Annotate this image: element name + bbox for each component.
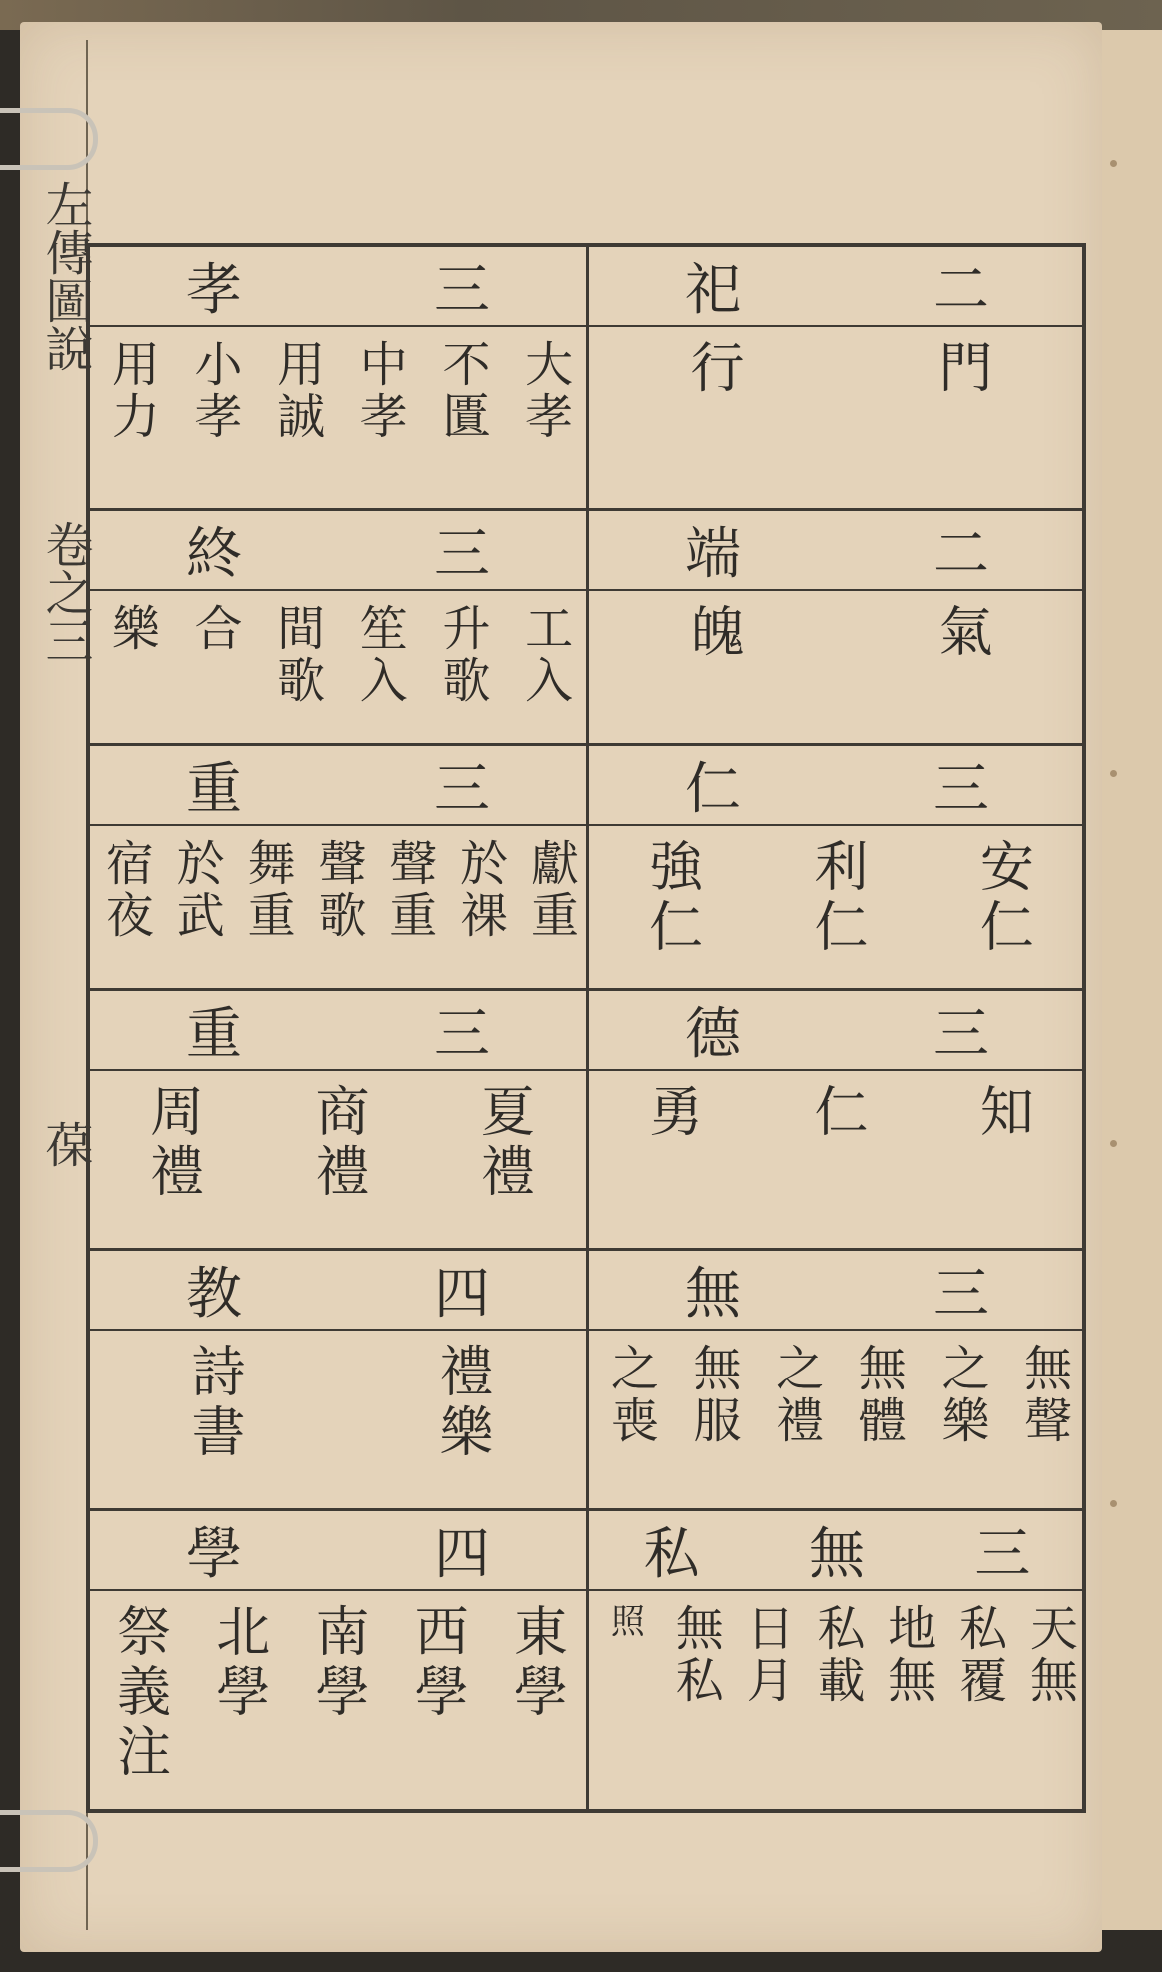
entry-text: 無體 [850,1343,907,1448]
heading-character: 端 [685,522,741,588]
entry-text: 之喪 [602,1343,659,1448]
next-page-edge [1098,30,1162,1930]
entry-text: 宿夜 [97,838,154,943]
entry-text: 之樂 [932,1343,989,1448]
table-cell [589,1251,1085,1511]
heading-character: 二 [933,522,989,588]
entry-text: 用力 [103,339,160,443]
cell-heading [90,746,586,826]
entry-text: 樂 [103,603,160,656]
heading-character: 無 [808,1522,865,1588]
cell-entries [90,591,586,743]
entry-text: 強仁 [640,838,704,959]
cell-entries [589,1071,1085,1248]
heading-character: 仁 [685,757,741,823]
heading-character: 德 [685,1001,741,1067]
binding-hole [1110,770,1117,777]
entry-text: 地無 [879,1603,936,1708]
entry-text: 聲歌 [309,838,366,943]
entry-text: 日月 [738,1603,795,1708]
entry-text: 祭義注 [108,1603,172,1784]
entry-text: 仁 [805,1082,869,1143]
entry-text: 舞重 [239,838,296,943]
entry-text: 照 [604,1603,645,1640]
heading-character: 祀 [685,258,741,323]
table-cell [589,247,1085,511]
heading-character: 終 [186,522,242,588]
table-cell [589,991,1085,1251]
heading-character: 私 [643,1522,700,1588]
entry-text: 周禮 [141,1082,205,1203]
entry-text: 無私 [667,1603,724,1708]
entry-text: 天無 [1021,1603,1078,1708]
table-cell [90,746,586,991]
heading-character: 三 [434,1001,490,1067]
classification-table [86,243,1086,1813]
heading-character: 三 [974,1522,1031,1588]
entry-text: 南學 [306,1603,370,1724]
heading-character: 四 [434,1262,490,1328]
entry-text: 不匱 [433,339,490,443]
entry-text: 魄 [682,603,745,664]
heading-character: 孝 [186,258,242,323]
cell-entries [589,826,1085,988]
spine-volume: 卷之三 [37,520,93,664]
entry-text: 獻重 [522,838,579,943]
cell-entries [589,591,1085,743]
entry-text: 中孝 [351,339,408,443]
heading-character: 四 [434,1522,490,1588]
entry-text: 夏禮 [472,1082,536,1203]
entry-text: 升歌 [433,603,490,708]
cell-entries [589,327,1085,508]
entry-text: 大孝 [516,339,573,443]
entry-text: 利仁 [805,838,869,959]
heading-character: 三 [933,1001,989,1067]
entry-text: 私覆 [950,1603,1007,1708]
entry-text: 間歌 [268,603,325,708]
binding-hole [1110,1500,1117,1507]
entry-text: 商禮 [306,1082,370,1203]
table-cell [90,1251,586,1511]
entry-text: 於武 [168,838,225,943]
table-cell [589,511,1085,746]
entry-text: 無服 [684,1343,741,1448]
heading-character: 教 [186,1262,242,1328]
cell-heading [90,511,586,591]
spine-mark: 葆 [37,1120,93,1168]
cell-heading [90,991,586,1071]
entry-text: 合 [185,603,242,656]
table-cell [589,1511,1085,1809]
entry-text: 小孝 [185,339,242,443]
table-right-column [586,247,1085,1809]
entry-text: 安仁 [971,838,1035,959]
binder-clip-bottom [0,1810,98,1872]
cell-entries [90,826,586,988]
entry-text: 行 [682,339,745,399]
entry-text: 門 [930,339,993,399]
heading-character: 重 [186,1001,242,1067]
heading-character: 學 [186,1522,242,1588]
entry-text: 用誠 [268,339,325,443]
entry-text: 聲重 [380,838,437,943]
heading-character: 三 [933,757,989,823]
entry-text: 禮樂 [431,1343,494,1464]
binding-hole [1110,1140,1117,1147]
table-cell [589,746,1085,991]
cell-heading [90,1251,586,1331]
entry-text: 於祼 [451,838,508,943]
cell-heading [589,1251,1085,1331]
heading-character: 三 [434,757,490,823]
heading-character: 重 [186,757,242,823]
cell-heading [589,1511,1085,1591]
cell-entries [90,1071,586,1248]
cell-entries [90,327,586,508]
cell-heading [589,746,1085,826]
entry-text: 西學 [406,1603,470,1724]
cell-heading [589,991,1085,1071]
table-left-column [90,247,586,1809]
entry-text: 北學 [207,1603,271,1724]
cell-entries [589,1591,1085,1809]
heading-character: 三 [933,1262,989,1328]
cell-entries [90,1591,586,1809]
cell-entries [90,1331,586,1508]
entry-text: 之禮 [767,1343,824,1448]
cell-heading [589,247,1085,327]
entry-text: 東學 [505,1603,569,1724]
cell-entries [589,1331,1085,1508]
heading-character: 三 [434,258,490,323]
entry-text: 私載 [808,1603,865,1708]
entry-text: 知 [971,1082,1035,1143]
spine-title: 左傳圖說 [37,180,93,372]
entry-text: 勇 [640,1082,704,1143]
binding-hole [1110,160,1117,167]
table-cell [90,247,586,511]
heading-character: 二 [933,258,989,323]
binder-clip-top [0,108,98,170]
entry-text: 詩書 [183,1343,246,1464]
cell-heading [589,511,1085,591]
entry-text: 笙入 [351,603,408,708]
entry-text: 工入 [516,603,573,708]
table-cell [90,511,586,746]
cell-heading [90,247,586,327]
cell-heading [90,1511,586,1591]
entry-text: 氣 [930,603,993,664]
entry-text: 無聲 [1015,1343,1072,1448]
heading-character: 無 [685,1262,741,1328]
spine-margin [22,40,93,1930]
table-cell [90,991,586,1251]
heading-character: 三 [434,522,490,588]
table-cell [90,1511,586,1809]
